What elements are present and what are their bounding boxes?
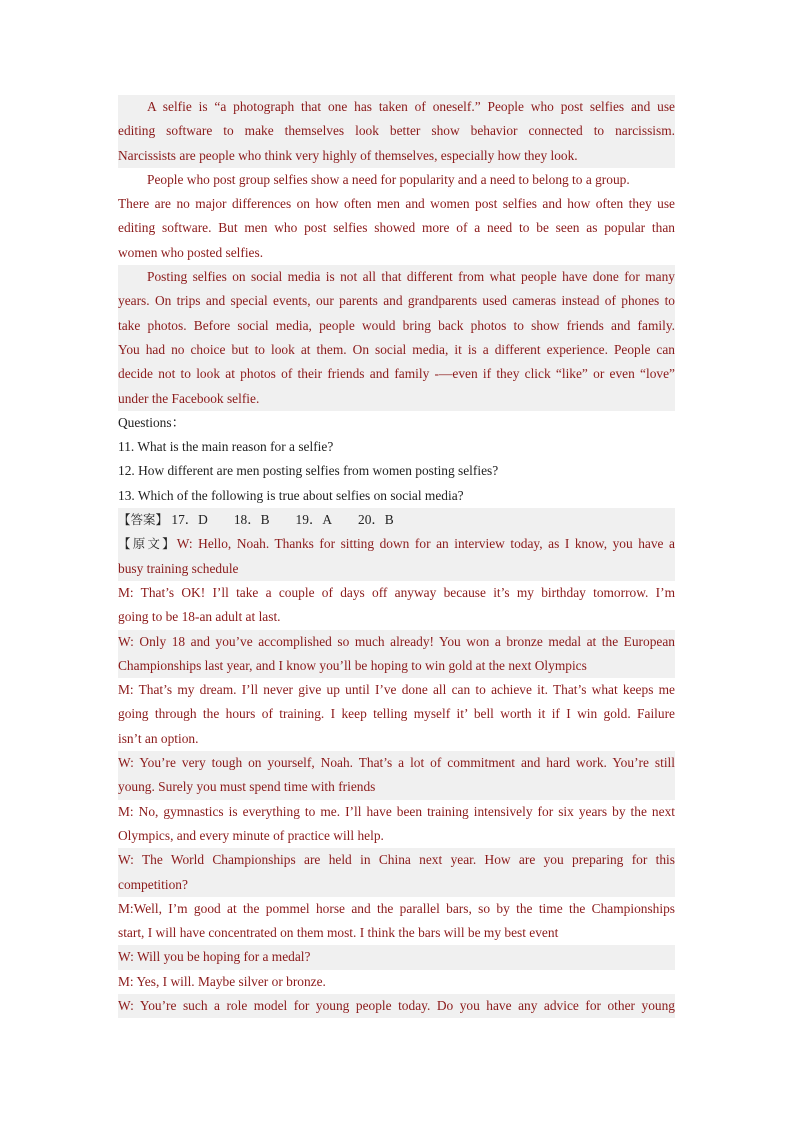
transcript-line: M: Yes, I will. Maybe silver or bronze. — [118, 973, 326, 989]
document-page — [118, 95, 675, 1018]
transcript-line: young. Surely you must spend time with friends — [118, 775, 675, 799]
questions-heading: Questions： — [118, 414, 185, 430]
passage-line: You had no choice but to look at them. On social media, it is a different experience. People can — [118, 338, 675, 362]
answer-key — [118, 508, 675, 532]
transcript — [118, 532, 675, 1018]
transcript-line: competition? — [118, 873, 675, 897]
answer-item: 18．B — [233, 512, 270, 528]
transcript-line: busy training schedule — [118, 557, 675, 581]
passage-line: Posting selfies on social media is not all that different from what people have done for many — [118, 265, 675, 289]
passage-line: years. On trips and special events, our parents and grandparents used cameras instead of phones to — [118, 289, 675, 313]
transcript-line: W: The World Championships are held in China next year. How are you preparing for this — [118, 848, 675, 872]
transcript-line: W: You’re such a role model for young people today. Do you have any advice for other young — [118, 994, 675, 1018]
transcript-line: W: Will you be hoping for a medal? — [118, 945, 675, 969]
passage-line: There are no major differences on how often men and women post selfies and how often they use — [118, 196, 675, 212]
question-item: 12. How different are men posting selfies from women posting selfies? — [118, 463, 499, 479]
transcript-line: M: No, gymnastics is everything to me. I’ll have been training intensively for six years by the next — [118, 803, 675, 819]
question-item: 13. Which of the following is true about selfies on social media? — [118, 487, 464, 503]
transcript-line: Championships last year, and I know you’ll be hoping to win gold at the next Olympics — [118, 654, 675, 678]
passage-line: take photos. Before social media, people would bring back photos to show friends and family. — [118, 314, 675, 338]
transcript-line: M: That’s my dream. I’ll never give up until I’ve done all can to achieve it. That’s what keeps me — [118, 682, 675, 698]
transcript-line — [118, 532, 675, 556]
answer-item: 19．A — [295, 512, 332, 528]
answer-item: 17．D — [171, 512, 208, 528]
passage-line: People who post group selfies show a need for popularity and a need to belong to a group. — [147, 171, 630, 187]
questions-section — [118, 411, 675, 508]
answer-label: 【答案】 — [118, 512, 169, 528]
transcript-line: isn’t an option. — [118, 730, 199, 746]
transcript-label: 【原文】 — [118, 536, 177, 552]
passage-line: editing software to make themselves look better show behavior connected to narcissism. — [118, 119, 675, 143]
passage-line: editing software. But men who post selfies showed more of a need to be seen as popular than — [118, 220, 675, 236]
answer-item: 20．B — [358, 512, 394, 528]
question-item: 11. What is the main reason for a selfie? — [118, 439, 334, 455]
passage-line: women who posted selfies. — [118, 244, 264, 260]
transcript-line: W: Only 18 and you’ve accomplished so much already! You won a bronze medal at the European — [118, 630, 675, 654]
transcript-line: going through the hours of training. I keep telling myself it’ bell worth it if I win gold. Failure — [118, 706, 675, 722]
transcript-line: going to be 18-an adult at last. — [118, 609, 281, 625]
transcript-line-text: W: Hello, Noah. Thanks for sitting down for an interview today, as I know, you have a — [176, 536, 675, 552]
passage-line: A selfie is “a photograph that one has taken of oneself.” People who post selfies and use — [118, 95, 675, 119]
reading-passage — [118, 95, 675, 411]
passage-line: Narcissists are people who think very highly of themselves, especially how they look. — [118, 144, 675, 168]
transcript-line: start, I will have concentrated on them most. I think the bars will be my best event — [118, 925, 559, 941]
passage-line: decide not to look at photos of their friends and family -—even if they click “like” or even “love” — [118, 362, 675, 386]
passage-line: under the Facebook selfie. — [118, 387, 675, 411]
transcript-line: W: You’re very tough on yourself, Noah. That’s a lot of commitment and hard work. You’re still — [118, 751, 675, 775]
transcript-line: M:Well, I’m good at the pommel horse and the parallel bars, so by the time the Championships — [118, 900, 675, 916]
transcript-line: Olympics, and every minute of practice will help. — [118, 827, 384, 843]
transcript-line: M: That’s OK! I’ll take a couple of days off anyway because it’s my birthday tomorrow. I’m — [118, 584, 675, 600]
